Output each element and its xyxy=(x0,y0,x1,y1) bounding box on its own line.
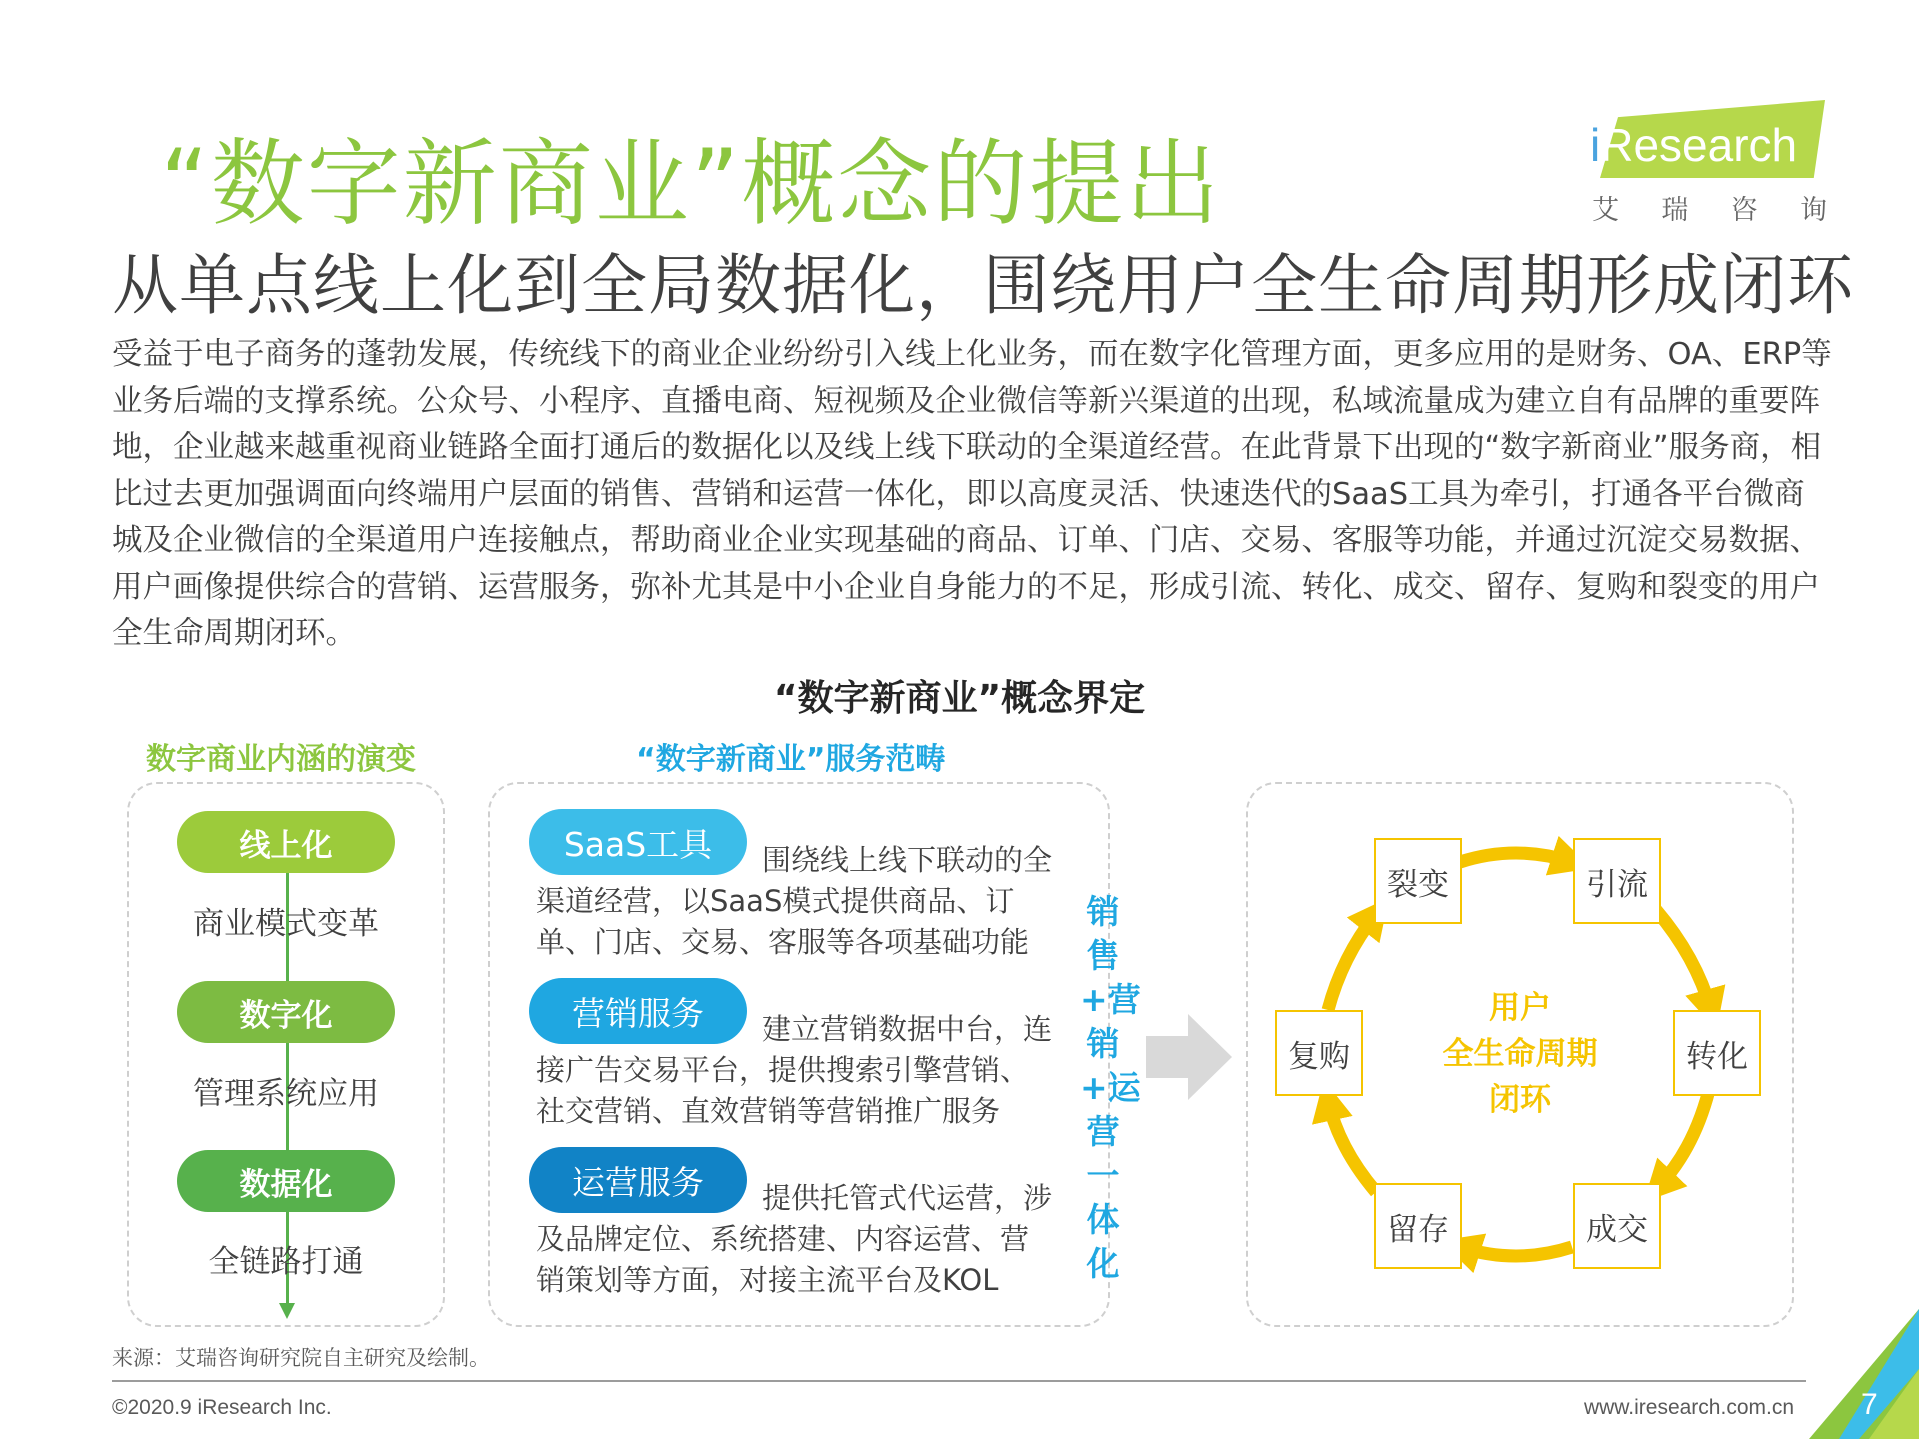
cycle-node-fission: 裂变 xyxy=(1374,838,1462,924)
evolution-heading: 数字商业内涵的演变 xyxy=(146,742,416,777)
cycle-node-traffic: 引流 xyxy=(1573,838,1661,924)
website-link[interactable]: www.iresearch.com.cn xyxy=(1583,1396,1794,1419)
cycle-node-conversion: 转化 xyxy=(1673,1010,1761,1096)
logo-wordmark: iResearch xyxy=(1590,119,1798,171)
cycle-node-repurchase: 复购 xyxy=(1275,1010,1363,1096)
page-number: 7 xyxy=(1861,1388,1878,1421)
stage-pill-digital: 数字化 xyxy=(177,981,395,1043)
stage-pill-online: 线上化 xyxy=(177,811,395,873)
service-text-operation: 提供托管式代运营，涉及品牌定位、系统搭建、内容运营、营销策划等方面，对接主流平台及KOL xyxy=(536,1181,1053,1297)
diagram-title: “数字新商业”概念界定 xyxy=(773,678,1146,719)
cycle-center-label xyxy=(1402,985,1638,1123)
iresearch-logo xyxy=(1582,100,1827,226)
arrow-down-icon xyxy=(279,1303,295,1319)
service-pill-operation: 运营服务 xyxy=(529,1147,747,1213)
stage-pill-data: 数据化 xyxy=(177,1150,395,1212)
service-text-marketing: 建立营销数据中台，连接广告交易平台，提供搜索引擎营销、社交营销、直效营销等营销推广服务 xyxy=(536,1012,1053,1128)
source-note: 来源：艾瑞咨询研究院自主研究及绘制。 xyxy=(112,1346,490,1370)
footer-divider xyxy=(112,1380,1806,1382)
stage-desc-data: 全链路打通 xyxy=(208,1244,364,1280)
stage-desc-digital: 管理系统应用 xyxy=(193,1076,379,1112)
cycle-center-line-3: 闭环 xyxy=(1489,1082,1551,1118)
stage-desc-online: 商业模式变革 xyxy=(193,906,379,942)
copyright: ©2020.9 iResearch Inc. xyxy=(112,1396,332,1419)
page-subtitle: 从单点线上化到全局数据化，围绕用户全生命周期形成闭环 xyxy=(112,247,1854,324)
arrow-right-icon xyxy=(1146,1014,1232,1100)
cycle-center-line-1: 用户 xyxy=(1489,990,1551,1026)
logo-chinese-name: 艾 瑞 咨 询 xyxy=(1592,195,1827,226)
service-pill-marketing: 营销服务 xyxy=(529,978,747,1044)
cycle-center-line-2: 全生命周期 xyxy=(1442,1036,1598,1072)
integration-vertical-label: 销售+营销+运营一体化 xyxy=(1080,892,1141,1283)
cycle-node-deal: 成交 xyxy=(1573,1183,1661,1269)
service-text-saas: 围绕线上线下联动的全渠道经营，以SaaS模式提供商品、订单、门店、交易、客服等各项基础功能 xyxy=(536,843,1053,959)
page-title: “数字新商业”概念的提出 xyxy=(160,130,1222,239)
services-heading: “数字新商业”服务范畴 xyxy=(636,742,946,777)
cycle-node-retention: 留存 xyxy=(1374,1183,1462,1269)
intro-paragraph: 受益于电子商务的蓬勃发展，传统线下的商业企业纷纷引入线上化业务，而在数字化管理方面，更多应用的是财务、OA、ERP等业务后端的支撑系统。公众号、小程序、直播电商、短视频及企业微信等新兴渠道的出现，私域流量成为建立自有品牌的重要阵地，企业越来越重视商业链路全面打通后的数据化以及线上线下联动的全渠道经营。在此背景下出现的“数字新商业”服务商，相比过去更加强调面向终端用户层面的销售、营销和运营一体化，即以高度灵活、快速迭代的SaaS工具为牵引，打通各平台微商城及企业微信的全渠道用户连接触点，帮助商业企业实现基础的商品、订单、门店、交易、客服等功能，并通过沉淀交易数据、用户画像提供综合的营销、运营服务，弥补尤其是中小企业自身能力的不足，形成引流、转化、成交、留存、复购和裂变的用户全生命周期闭环。 xyxy=(112,337,1832,651)
service-pill-saas: SaaS工具 xyxy=(529,809,747,875)
